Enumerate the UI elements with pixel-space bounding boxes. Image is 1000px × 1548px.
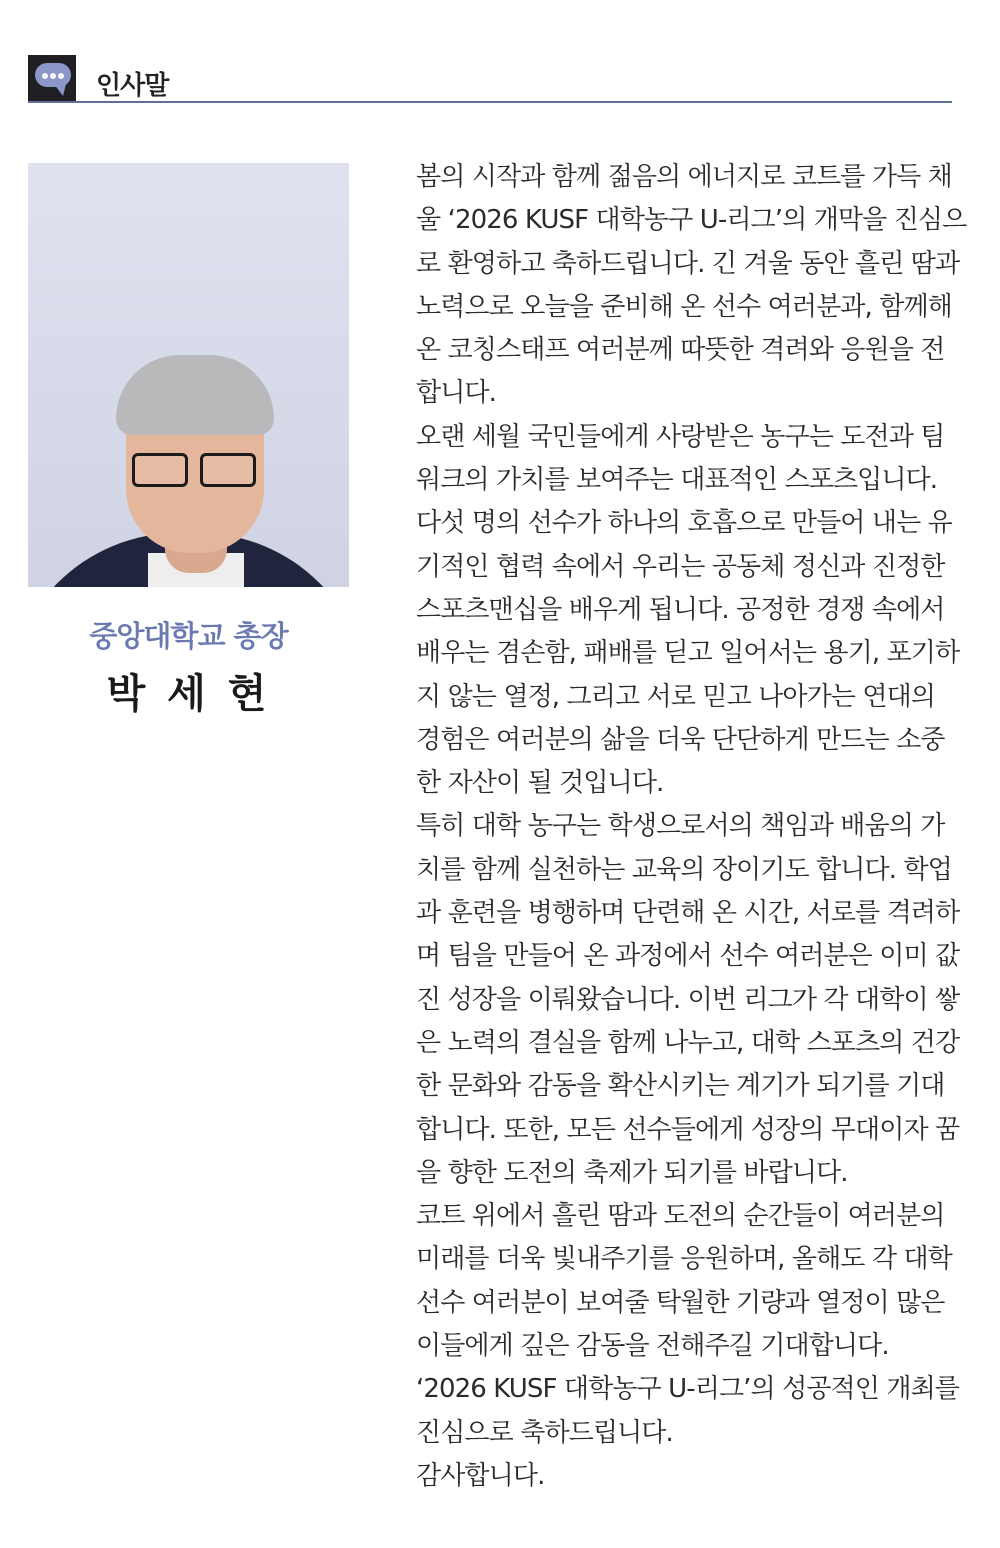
- message-line: 경험은 여러분의 삶을 더욱 단단하게 만드는 소중: [416, 724, 945, 755]
- message-line: 오랜 세월 국민들에게 사랑받은 농구는 도전과 팀: [416, 421, 945, 452]
- message-line: 진심으로 축하드립니다.: [416, 1417, 673, 1448]
- message-line: 다섯 명의 선수가 하나의 호흡으로 만들어 내는 유: [416, 508, 952, 539]
- message-line: 스포츠맨십을 배우게 됩니다. 공정한 경쟁 속에서: [416, 594, 945, 625]
- message-line: 감사합니다.: [416, 1460, 545, 1491]
- message-line: 이들에게 깊은 감동을 전해주길 기대합니다.: [416, 1331, 889, 1362]
- message-line: 봄의 시작과 함께 젊음의 에너지로 코트를 가득 채: [416, 162, 952, 192]
- message-line: 한 문화와 감동을 확산시키는 계기가 되기를 기대: [416, 1071, 945, 1102]
- header-divider: [28, 101, 952, 103]
- message-line: 을 향한 도전의 축제가 되기를 바랍니다.: [416, 1157, 848, 1188]
- person-name: 박 세 현: [106, 671, 271, 717]
- message-line: 노력으로 오늘을 준비해 온 선수 여러분과, 함께해: [416, 291, 952, 322]
- affiliation-title: 중앙대학교 총장: [89, 619, 288, 653]
- message-line: 치를 함께 실천하는 교육의 장이기도 합니다. 학업: [416, 854, 952, 885]
- message-line: 미래를 더욱 빛내주기를 응원하며, 올해도 각 대학: [416, 1244, 952, 1275]
- section-header: [28, 55, 952, 103]
- message-line: 코트 위에서 흘린 땀과 도전의 순간들이 여러분의: [416, 1201, 945, 1232]
- message-line: 진 성장을 이뤄왔습니다. 이번 리그가 각 대학이 쌓: [416, 984, 960, 1015]
- greeting-message: [416, 156, 967, 1498]
- message-line: 워크의 가치를 보여주는 대표적인 스포츠입니다.: [416, 465, 938, 496]
- portrait-photo: [28, 163, 349, 587]
- message-line: 은 노력의 결실을 함께 나누고, 대학 스포츠의 건강: [416, 1027, 960, 1058]
- message-line: ‘2026 KUSF 대학농구 U-리그’의 성공적인 개최를: [416, 1374, 959, 1405]
- message-line: 울 ‘2026 KUSF 대학농구 U-리그’의 개막을 진심으: [416, 205, 967, 236]
- message-line: 지 않는 열정, 그리고 서로 믿고 나아가는 연대의: [416, 681, 936, 712]
- message-line: 기적인 협력 속에서 우리는 공동체 정신과 진정한: [416, 551, 945, 582]
- message-line: 배우는 겸손함, 패배를 딛고 일어서는 용기, 포기하: [416, 638, 960, 669]
- message-line: 선수 여러분이 보여줄 탁월한 기량과 열정이 많은: [416, 1287, 945, 1318]
- message-line: 온 코칭스태프 여러분께 따뜻한 격려와 응원을 전: [416, 335, 945, 366]
- message-line: 특히 대학 농구는 학생으로서의 책임과 배움의 가: [416, 811, 945, 842]
- message-line: 한 자산이 될 것입니다.: [416, 768, 664, 799]
- message-line: 합니다.: [416, 378, 497, 409]
- message-line: 과 훈련을 병행하며 단련해 온 시간, 서로를 격려하: [416, 898, 960, 929]
- section-title: 인사말: [96, 71, 169, 101]
- speech-bubble-icon: [28, 55, 76, 103]
- message-line: 합니다. 또한, 모든 선수들에게 성장의 무대이자 꿈: [416, 1114, 960, 1145]
- message-line: 며 팀을 만들어 온 과정에서 선수 여러분은 이미 값: [416, 941, 960, 972]
- message-line: 로 환영하고 축하드립니다. 긴 겨울 동안 흘린 땀과: [416, 248, 960, 279]
